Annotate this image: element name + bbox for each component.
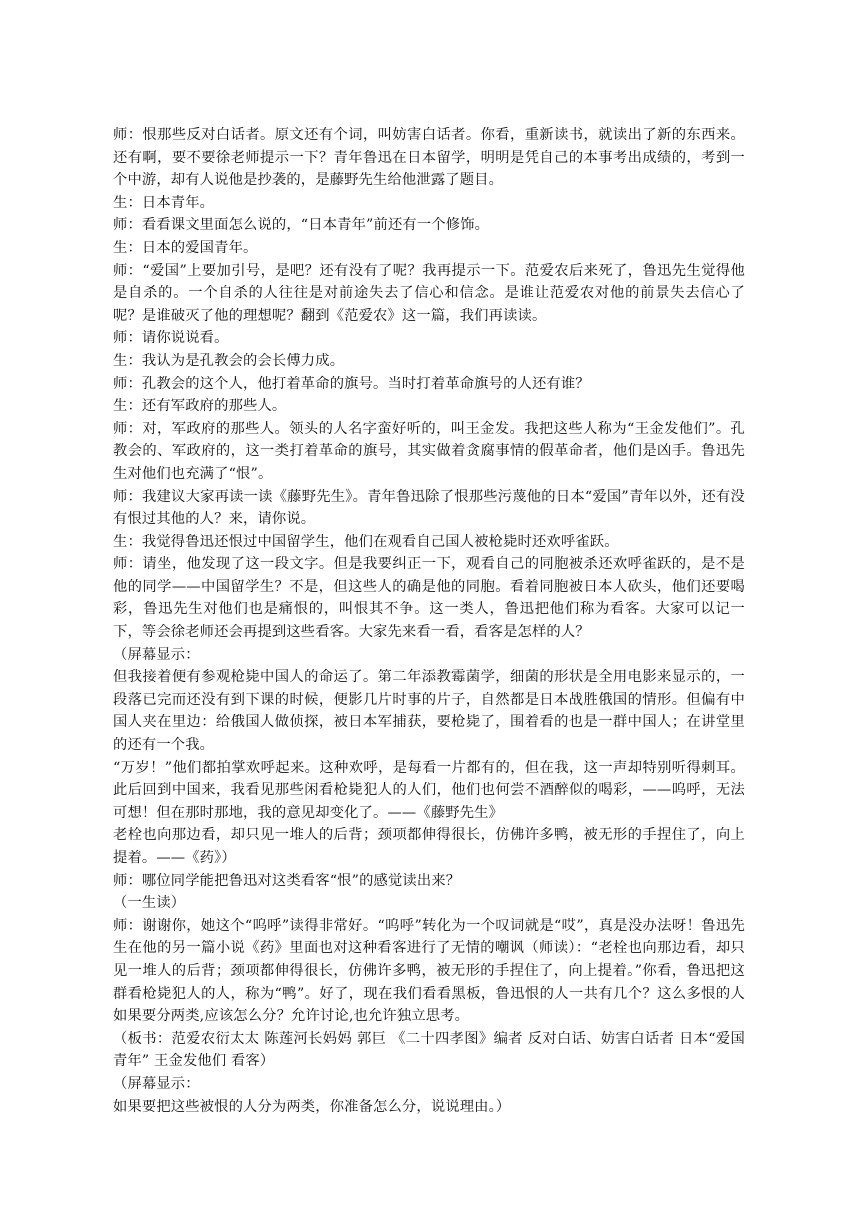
paragraph-teacher-3: 师：“爱国”上要加引号，是吧？还有没有了呢？我再提示一下。范爱农后来死了，鲁迅先生觉得他是自杀的。一个自杀的人往往是对前途失去了信心和信念。是谁让范爱农对他的前景失去信心了呢？是谁破灭了他的理想呢？翻到《范爱农》这一篇，我们再读读。 <box>113 262 745 324</box>
paragraph-teacher-10: 师：谢谢你，她这个“呜呼”读得非常好。“呜呼”转化为一个叹词就是“哎”，真是没办法呀！鲁迅先生在他的另一篇小说《药》里面也对这种看客进行了无情的嘲讽（师读）：“老栓也向那边看，却只见一堆人的后背；颈项都伸得很长，仿佛许多鸭，被无形的手捏住了，向上提着。”你看，鲁迅把这群看枪毙犯人的人，称为“鸭”。好了，现在我们看看黑板，鲁迅恨的人一共有几个？这么多恨的人如果要分两类,应该怎么分？允许讨论,也允许独立思考。 <box>113 917 745 1025</box>
quote-paragraph-3: 老栓也向那边看，却只见一堆人的后背；颈项都伸得很长，仿佛许多鸭，被无形的手捏住了，向上提着。——《药》） <box>113 827 745 866</box>
quote-paragraph-1: 但我接着便有参观枪毙中国人的命运了。第二年添教霉菌学，细菌的形状是全用电影来显示的，一段落已完而还没有到下课的时候，便影几片时事的片子，自然都是日本战胜俄国的情形。但偏有中国人夹在里边：给俄国人做侦探，被日本军捕获，要枪毙了，围着看的也是一群中国人；在讲堂里的还有一个我。 <box>113 669 745 754</box>
screen-display-open-1: （屏幕显示： <box>113 646 200 663</box>
paragraph-student-4: 生：还有军政府的那些人。 <box>113 398 287 415</box>
paragraph-teacher-4: 师：请你说说看。 <box>113 330 229 347</box>
document-page <box>113 124 745 1118</box>
quote-paragraph-2: “万岁！”他们都拍掌欢呼起来。这种欢呼，是每看一片都有的，但在我，这一声却特别听得刺耳。此后回到中国来，我看见那些闲看枪毙犯人的人们，他们也何尝不酒醉似的喝彩，——呜呼，无法可想！但在那时那地，我的意见却变化了。——《藤野先生》 <box>113 759 745 821</box>
paragraph-teacher-6: 师：对，军政府的那些人。领头的人名字蛮好听的，叫王金发。我把这些人称为“王金发他们”。孔教会的、军政府的，这一类打着革命的旗号，其实做着贪腐事情的假革命者，他们是凶手。鲁迅先生对他们也充满了“恨”。 <box>113 420 745 482</box>
paragraph-teacher-5: 师：孔教会的这个人，他打着革命的旗号。当时打着革命旗号的人还有谁？ <box>113 375 590 392</box>
stage-direction: （一生读） <box>113 895 186 912</box>
paragraph-teacher-8: 师：请坐，他发现了这一段文字。但是我要纠正一下，观看自己的同胞被杀还欢呼雀跃的，是不是他的同学——中国留学生？不是，但这些人的确是他的同胞。看着同胞被日本人砍头，他们还要喝彩，鲁迅先生对他们也是痛恨的，叫恨其不争。这一类人，鲁迅把他们称为看客。大家可以记一下，等会徐老师还会再提到这些看客。大家先来看一看，看客是怎样的人？ <box>113 556 745 641</box>
paragraph-student-3: 生：我认为是孔教会的会长傅力成。 <box>113 352 345 369</box>
closing-question: 如果要把这些被恨的人分为两类，你准备怎么分，说说理由。） <box>113 1098 511 1115</box>
paragraph-teacher-2: 师：看看课文里面怎么说的，“日本青年”前还有一个修饰。 <box>113 217 490 234</box>
paragraph-student-5: 生：我觉得鲁迅还恨过中国留学生，他们在观看自己国人被枪毙时还欢呼雀跃。 <box>113 533 619 550</box>
paragraph-student-2: 生：日本的爱国青年。 <box>113 239 258 256</box>
paragraph-student-1: 生：日本青年。 <box>113 194 215 211</box>
paragraph-teacher-9: 师：哪位同学能把鲁迅对这类看客“恨”的感觉读出来？ <box>113 872 461 889</box>
screen-display-open-2: （屏幕显示： <box>113 1075 200 1092</box>
blackboard-notes: （板书：范爱农衍太太 陈莲河长妈妈 郭巨 《二十四孝图》编者 反对白话、妨害白话者 日本“爱国青年” 王金发他们 看客） <box>113 1030 745 1070</box>
paragraph-teacher-7: 师：我建议大家再读一读《藤野先生》。青年鲁迅除了恨那些污蔑他的日本“爱国”青年以外，还有没有恨过其他的人？来，请你说。 <box>113 488 745 528</box>
paragraph-teacher-1: 师：恨那些反对白话者。原文还有个词，叫妨害白话者。你看，重新读书，就读出了新的东西来。还有啊，要不要徐老师提示一下？青年鲁迅在日本留学，明明是凭自己的本事考出成绩的，考到一个中游，却有人说他是抄袭的，是藤野先生给他泄露了题目。 <box>113 127 745 189</box>
